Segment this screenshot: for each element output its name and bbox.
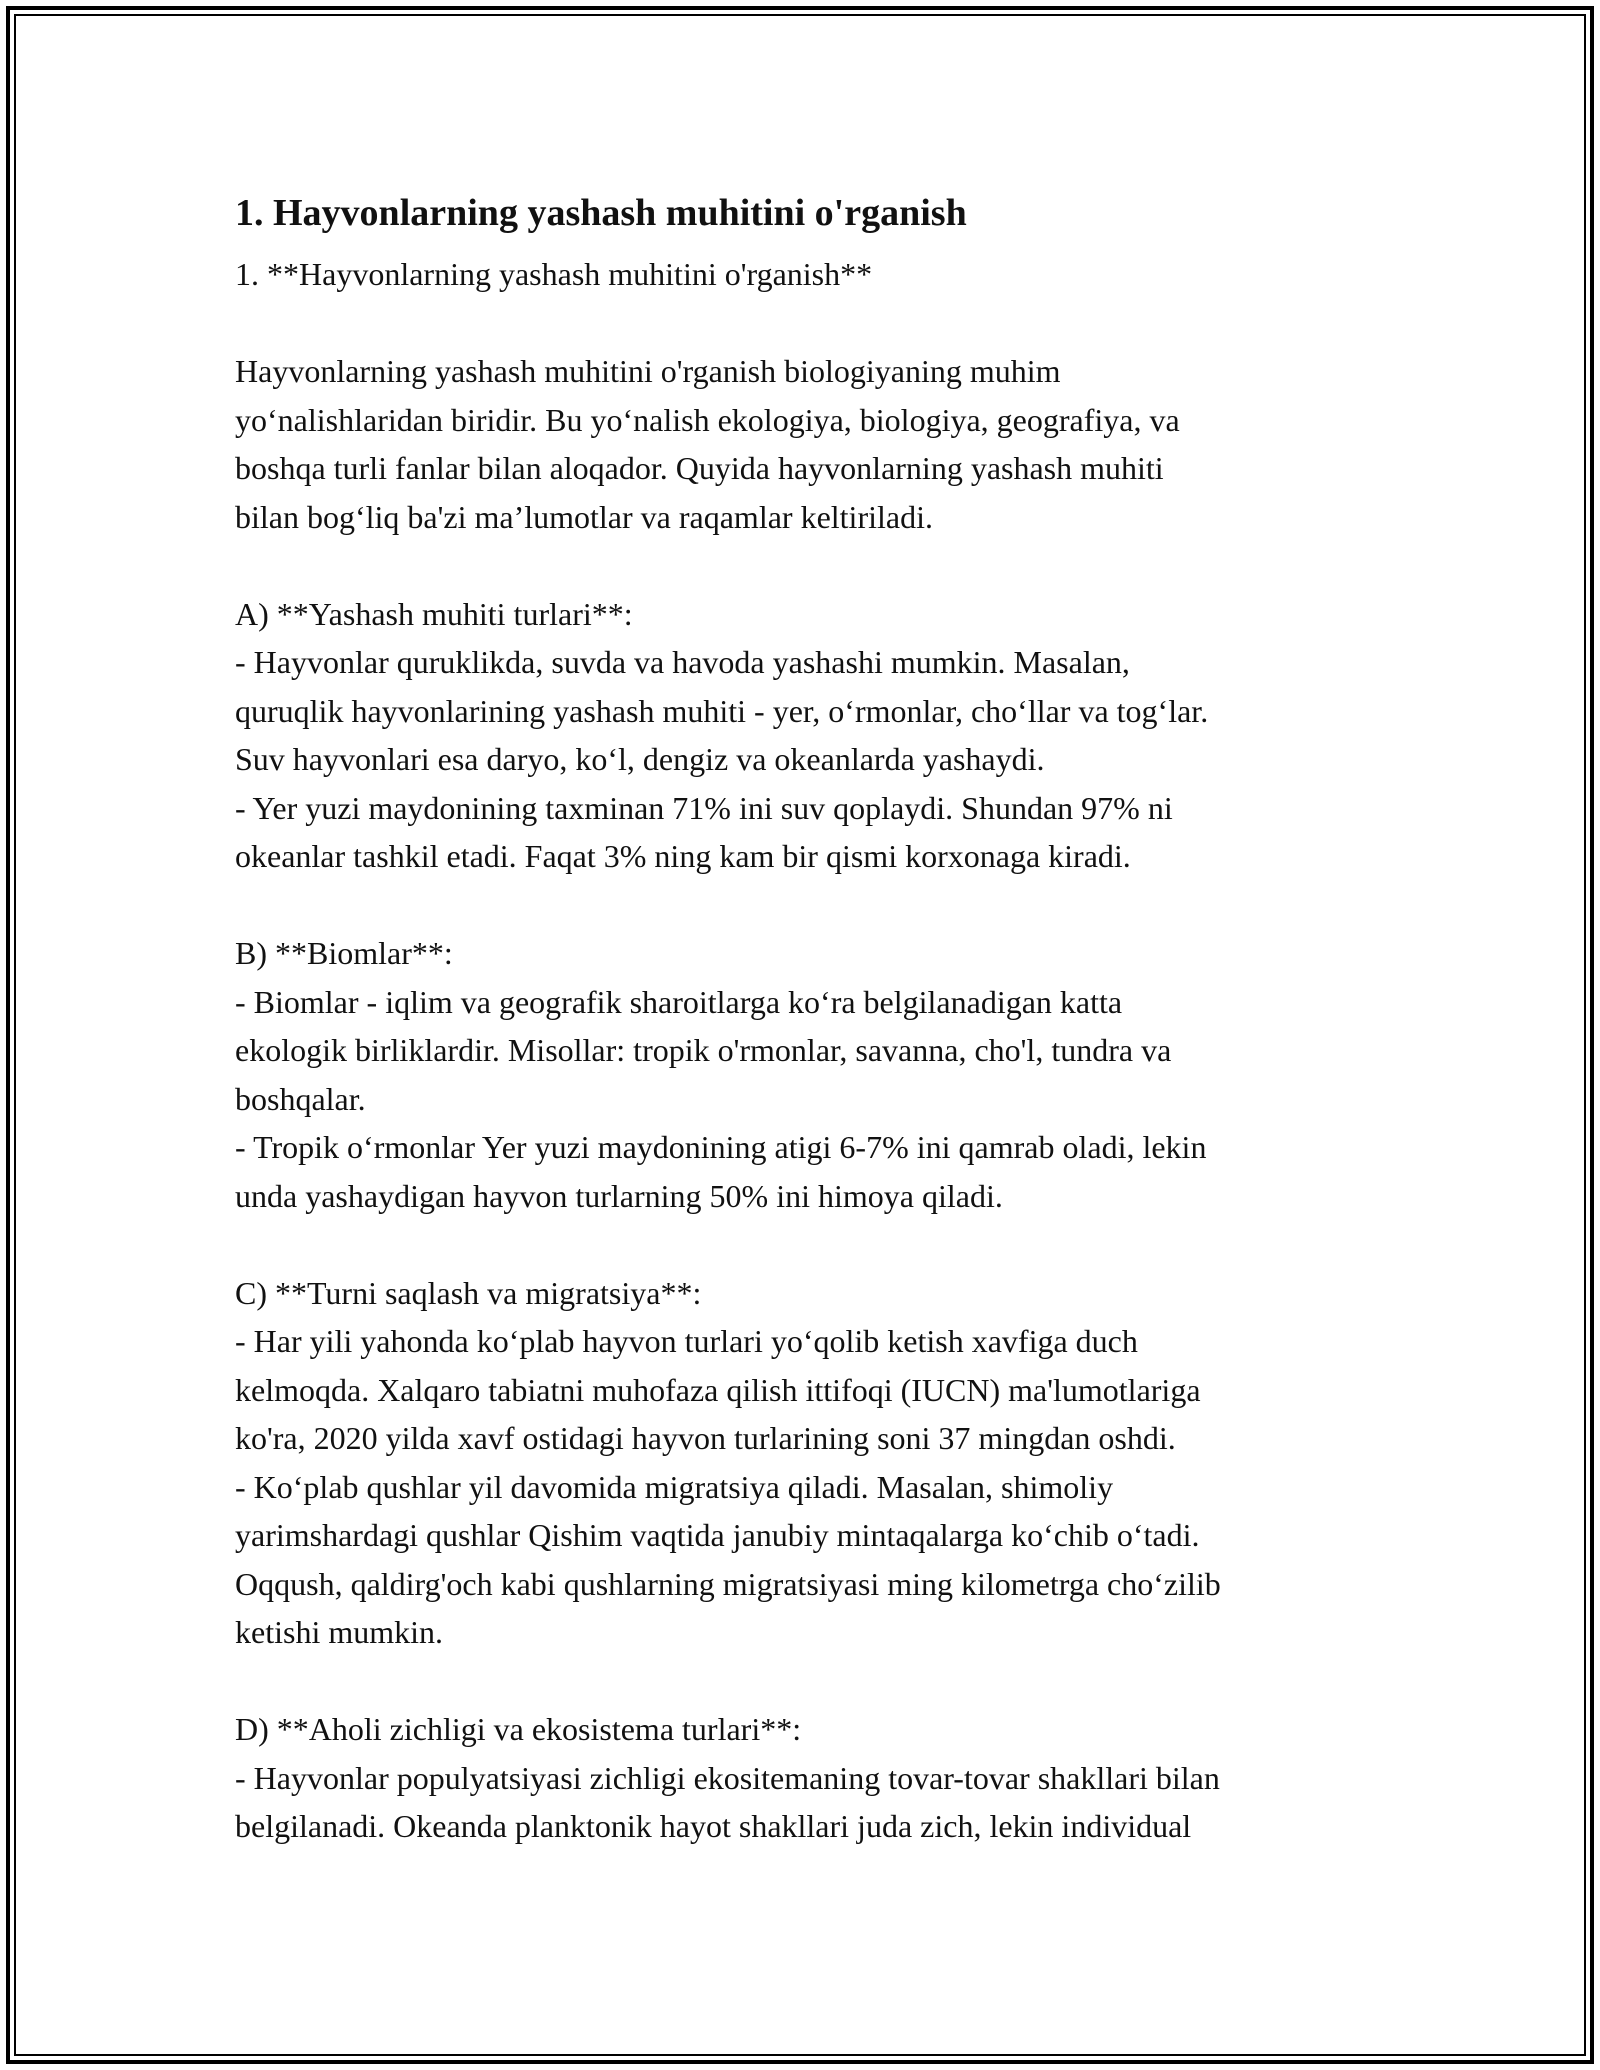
section-d-population-density: D) **Aholi zichligi va ekosistema turlari**: - Hayvonlar populyatsiyasi zichligi ekositemaning tovar-tovar shakllari bilan belgilanadi. Okeanda planktonik hayot shakllari juda zich, lekin individual (235, 1711, 1220, 1844)
section-c-conservation-migration: C) **Turni saqlash va migratsiya**: - Har yili yahonda ko‘plab hayvon turlari yo‘qolib ketish xavfiga duch kelmoqda. Xalqaro tabiatni muhofaza qilish ittifoqi (IUCN) ma'lumotlariga ko'ra, 2020 yilda xavf ostidagi hayvon turlarining soni 37 mingdan oshdi. - Ko‘plab qushlar yil davomida migratsiya qiladi. Masalan, shimoliy yarimshardagi qushlar Qishim vaqtida janubiy mintaqalarga ko‘chib o‘tadi. Oqqush, qaldirg'och kabi qushlarning migratsiyasi ming kilometrga cho‘zilib ketishi mumkin. (235, 1274, 1221, 1650)
document-title: 1. Hayvonlarning yashash muhitini o'rganish (235, 192, 967, 234)
section-b-biomes: B) **Biomlar**: - Biomlar - iqlim va geografik sharoitlarga ko‘ra belgilanadigan katta ekologik birliklardir. Misollar: tropik o'rmonlar, savanna, cho'l, tundra va boshqalar. - Tropik o‘rmonlar Yer yuzi maydonining atigi 6-7% ini qamrab oladi, lekin unda yashaydigan hayvon turlarning 50% ini himoya qiladi. (235, 935, 1207, 1214)
document-subtitle: 1. **Hayvonlarning yashash muhitini o'rganish** (235, 256, 873, 292)
intro-paragraph: Hayvonlarning yashash muhitini o'rganish biologiyaning muhim yo‘nalishlaridan biridir. Bu yo‘nalish ekologiya, biologiya, geografiya, va boshqa turli fanlar bilan aloqador. Quyida hayvonlarning yashash muhiti bilan bog‘liq ba'zi ma’lumotlar va raqamlar keltiriladi. (235, 353, 1180, 535)
section-a-habitat-types: A) **Yashash muhiti turlari**: - Hayvonlar quruklikda, suvda va havoda yashashi mumkin. Masalan, quruqlik hayvonlarining yashash muhiti - yer, o‘rmonlar, cho‘llar va tog‘lar. Suv hayvonlari esa daryo, ko‘l, dengiz va okeanlarda yashaydi. - Yer yuzi maydonining taxminan 71% ini suv qoplaydi. Shundan 97% ni okeanlar tashkil etadi. Faqat 3% ning kam bir qismi korxonaga kiradi. (235, 595, 1209, 874)
document-body (235, 185, 1385, 1851)
